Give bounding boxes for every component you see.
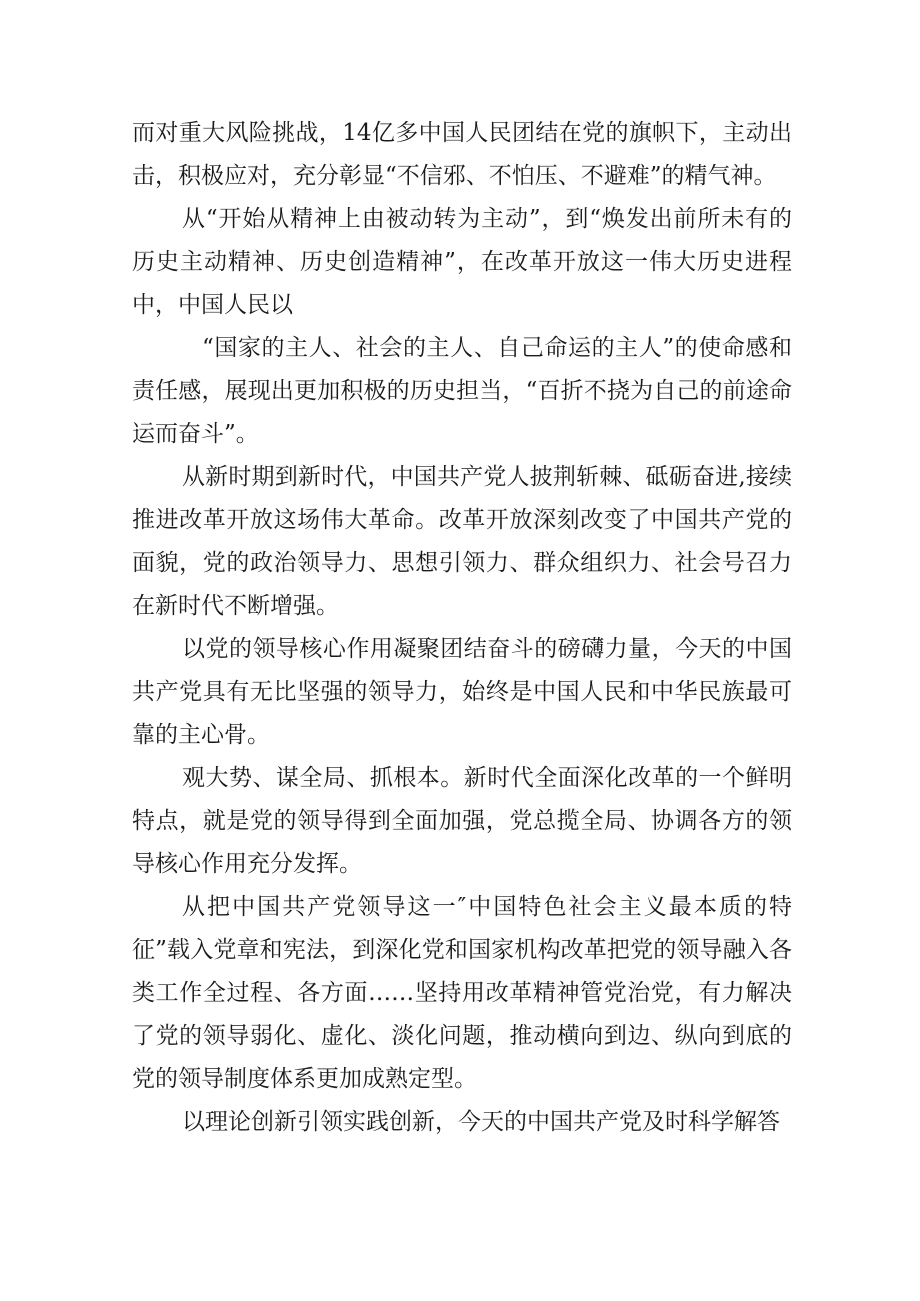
document-body bbox=[132, 112, 792, 1144]
paragraph-2: 从“开始从精神上由被动转为主动”，到“焕发出前所未有的历史主动精神、历史创造精神”，在改革开放这一伟大历史进程中，中国人民以 bbox=[132, 206, 792, 318]
paragraph-4: 从新时期到新时代，中国共产党人披荆斩棘、砥砺奋进,接续推进改革开放这场伟大革命。改革开放深刻改变了中国共产党的面貌，党的政治领导力、思想引领力、群众组织力、社会号召力在新时代不断增强。 bbox=[132, 464, 792, 619]
paragraph-8: 以理论创新引领实践创新，今天的中国共产党及时科学解答 bbox=[182, 1109, 780, 1135]
paragraph-1: 而对重大风险挑战，14亿多中国人民团结在党的旗帜下，主动出击，积极应对，充分彰显“不信邪、不怕压、不避难”的精气神。 bbox=[132, 120, 792, 189]
paragraph-7: 从把中国共产党领导这一″中国特色社会主义最本质的特征”载入党章和宪法，到深化党和国家机构改革把党的领导融入各类工作全过程、各方面……坚持用改革精神管党治党，有力解决了党的领导弱化、虚化、淡化问题，推动横向到边、纵向到底的党的领导制度体系更加成熟定型。 bbox=[132, 894, 792, 1092]
paragraph-5: 以党的领导核心作用凝聚团结奋斗的磅礴力量，今天的中国共产党具有无比坚强的领导力，始终是中国人民和中华民族最可靠的主心骨。 bbox=[132, 636, 792, 748]
paragraph-3: “国家的主人、社会的主人、自己命运的主人”的使命感和责任感，展现出更加积极的历史担当，“百折不挠为自己的前途命运而奋斗”。 bbox=[132, 335, 792, 447]
paragraph-6: 观大势、谋全局、抓根本。新时代全面深化改革的一个鲜明特点，就是党的领导得到全面加强，党总揽全局、协调各方的领导核心作用充分发挥。 bbox=[132, 765, 792, 877]
